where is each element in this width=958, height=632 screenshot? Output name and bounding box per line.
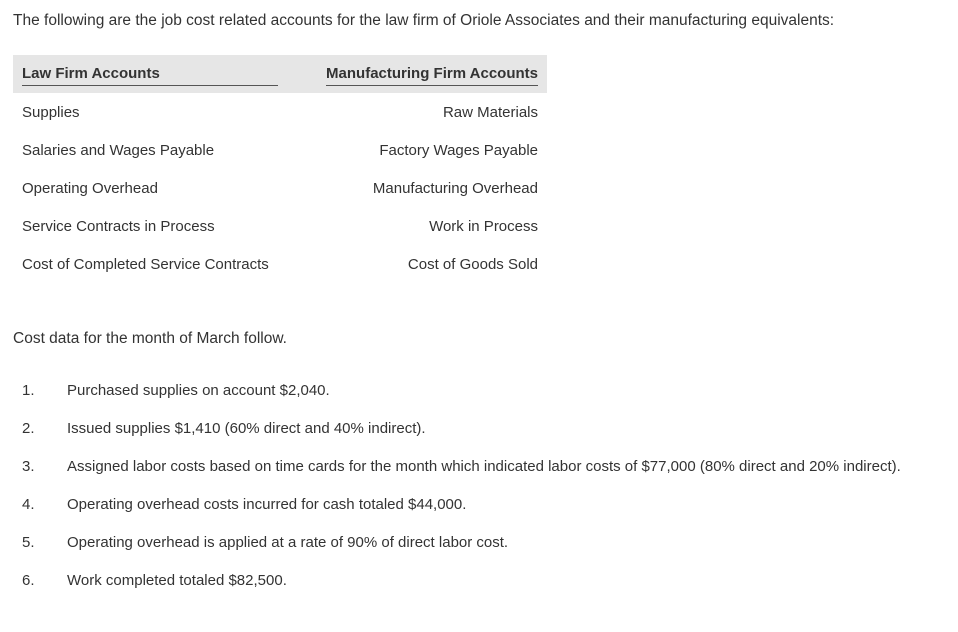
list-item-text: Operating overhead is applied at a rate of 90% of direct labor cost. <box>67 534 509 551</box>
list-item-number: 1. <box>22 382 35 399</box>
list-item-number: 6. <box>22 572 35 589</box>
manufacturing-account-cell: Raw Materials <box>442 104 538 121</box>
list-item-text: Operating overhead costs incurred for cash totaled $44,000. <box>67 496 467 513</box>
list-item-number: 3. <box>22 458 35 475</box>
manufacturing-account-cell: Cost of Goods Sold <box>407 256 538 273</box>
list-item-text: Assigned labor costs based on time cards for the month which indicated labor costs of $77,000 (80% direct and 20% indirect). <box>67 458 901 475</box>
law-account-cell: Service Contracts in Process <box>22 218 215 235</box>
law-firm-accounts-header: Law Firm Accounts <box>22 65 278 86</box>
list-item-text: Work completed totaled $82,500. <box>67 572 287 589</box>
list-item-text: Purchased supplies on account $2,040. <box>67 382 330 399</box>
intro-paragraph: The following are the job cost related accounts for the law firm of Oriole Associates and their manufacturing equivalents: <box>13 12 835 29</box>
list-item-number: 4. <box>22 496 35 513</box>
list-item-number: 2. <box>22 420 35 437</box>
manufacturing-account-cell: Work in Process <box>429 218 538 235</box>
list-item-number: 5. <box>22 534 35 551</box>
manufacturing-firm-accounts-header: Manufacturing Firm Accounts <box>326 65 538 86</box>
law-account-cell: Cost of Completed Service Contracts <box>22 256 269 273</box>
cost-data-intro: Cost data for the month of March follow. <box>13 330 287 347</box>
law-account-cell: Salaries and Wages Payable <box>22 142 215 159</box>
law-account-cell: Supplies <box>22 104 80 121</box>
list-item-text: Issued supplies $1,410 (60% direct and 40% indirect). <box>67 420 426 437</box>
manufacturing-account-cell: Factory Wages Payable <box>379 142 538 159</box>
manufacturing-account-cell: Manufacturing Overhead <box>372 180 538 197</box>
law-account-cell: Operating Overhead <box>22 180 158 197</box>
